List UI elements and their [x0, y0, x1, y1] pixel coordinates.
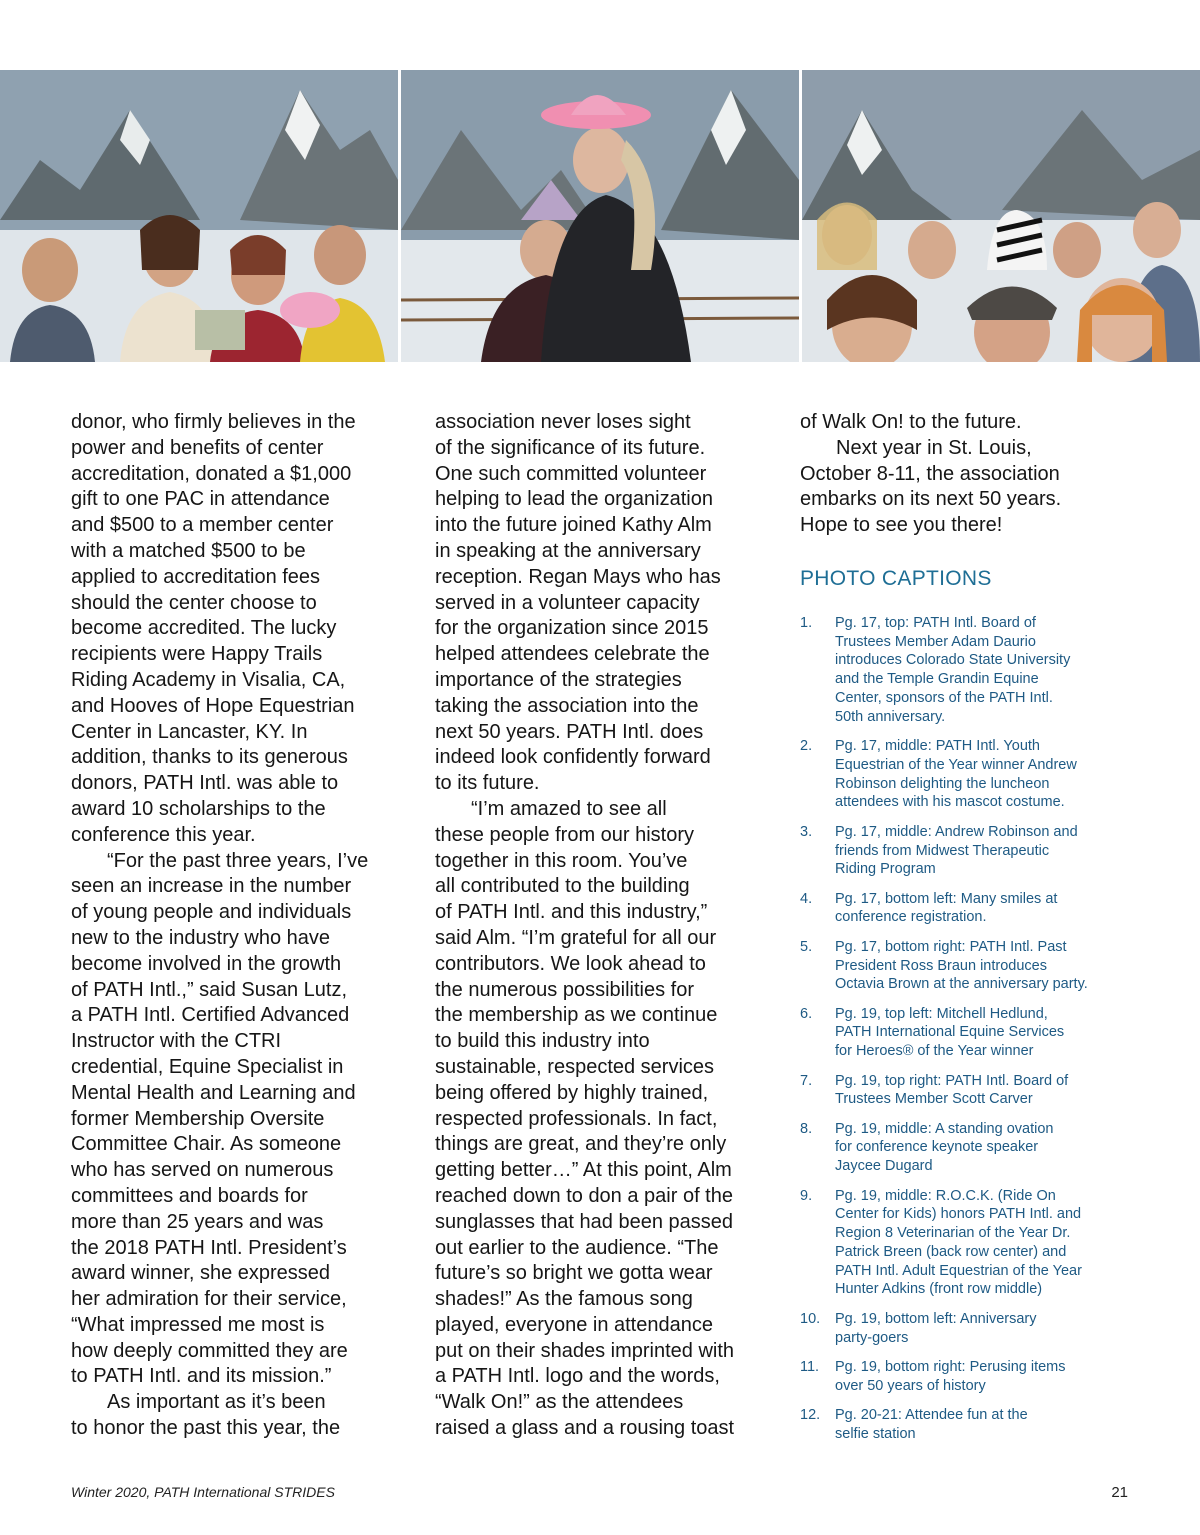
caption-item	[800, 1406, 1130, 1444]
caption-item	[800, 737, 1130, 812]
caption-number: 2.	[800, 738, 813, 755]
footer-publication: Winter 2020, PATH International STRIDES	[71, 1484, 335, 1500]
caption-number: 10.	[800, 1310, 821, 1327]
caption-text: Pg. 17, bottom right: PATH Intl. Past President Ross Braun introduces Octavia Brown at the anniversary party.	[835, 938, 1088, 993]
photo-captions-list	[800, 614, 1130, 1444]
caption-number: 6.	[800, 1005, 813, 1022]
article-column-1	[71, 410, 403, 1442]
caption-text: Pg. 17, middle: PATH Intl. Youth Equestrian of the Year winner Andrew Robinson delighting the luncheon attendees with his mascot costume.	[835, 738, 1077, 811]
caption-number: 12.	[800, 1406, 821, 1423]
caption-item	[800, 614, 1130, 727]
article-column-2	[435, 410, 767, 1442]
caption-number: 3.	[800, 823, 813, 840]
column3-paragraph-1: of Walk On! to the future.	[800, 411, 1022, 433]
caption-text: Pg. 17, bottom left: Many smiles at conference registration.	[835, 890, 1058, 926]
caption-item	[800, 823, 1130, 879]
caption-number: 5.	[800, 938, 813, 955]
caption-item	[800, 1187, 1130, 1300]
caption-item	[800, 1358, 1130, 1396]
page-number: 21	[1111, 1484, 1128, 1501]
photo-captions-heading: PHOTO CAPTIONS	[800, 566, 992, 590]
photo-group-with-zebra-mask	[802, 70, 1200, 362]
caption-number: 7.	[800, 1072, 813, 1089]
caption-number: 11.	[800, 1358, 820, 1375]
caption-number: 8.	[800, 1120, 813, 1137]
caption-item	[800, 1120, 1130, 1176]
column2-paragraph-2: “I’m amazed to see all these people from our history together in this room. You’ve all contributed to the building of PATH Intl. and this industry,” said Alm. “I’m grateful for all our contributors. We look ahead to the numerous possibilities for the membership as we continue to build this industry into sustainable, respected services being offered by highly trained, respected professionals. In fact, things are great, and they’re only getting better…” At this point, Alm reached down to don a pair of the sunglasses that had been passed out earlier to the audience. “The future’s so bright we gotta wear shades!” As the famous song played, everyone in attendance put on their shades imprinted with a PATH Intl. logo and the words, “Walk On!” as the attendees raised a glass and a rousing toast	[435, 797, 735, 1440]
caption-item	[800, 1310, 1130, 1348]
photo-four-women-selfie-station	[0, 70, 398, 362]
caption-text: Pg. 19, top left: Mitchell Hedlund, PATH International Equine Services for Heroes® of the Year winner	[835, 1005, 1065, 1060]
caption-item	[800, 938, 1130, 994]
photo-strip	[0, 70, 1200, 362]
caption-number: 4.	[800, 890, 813, 907]
column1-paragraph-1: donor, who firmly believes in the power and benefits of center accreditation, donated a $1,000 gift to one PAC in attendance and $500 to a member center with a matched $500 to be applied to accreditation fees should the center choose to become accredited. The lucky recipients were Happy Trails Riding Academy in Visalia, CA, and Hooves of Hope Equestrian Center in Lancaster, KY. In addition, thanks to its generous donors, PATH Intl. was able to award 10 scholarships to the conference this year.	[71, 411, 356, 846]
column1-paragraph-2: “For the past three years, I’ve seen an increase in the number of young people and individuals new to the industry who have become involved in the growth of PATH Intl.,” said Susan Lutz, a PATH Intl. Certified Advanced Instructor with the CTRI credential, Equine Specialist in Mental Health and Learning and former Membership Oversite Committee Chair. As someone who has served on numerous committees and boards for more than 25 years and was the 2018 PATH Intl. President’s award winner, she expressed her admiration for their service, “What impressed me most is how deeply committed they are to PATH Intl. and its mission.”	[71, 849, 369, 1388]
caption-text: Pg. 19, bottom right: Perusing items over 50 years of history	[835, 1358, 1066, 1394]
caption-item	[800, 890, 1130, 928]
column2-paragraph-1: association never loses sight of the significance of its future. One such committed volunteer helping to lead the organization into the future joined Kathy Alm in speaking at the anniversary reception. Regan Mays who has served in a volunteer capacity for the organization since 2015 helped attendees celebrate the importance of the strategies taking the association into the next 50 years. PATH Intl. does indeed look confidently forward to its future.	[435, 411, 721, 795]
caption-number: 1.	[800, 614, 813, 631]
caption-text: Pg. 19, top right: PATH Intl. Board of Trustees Member Scott Carver	[835, 1072, 1069, 1108]
caption-text: Pg. 17, top: PATH Intl. Board of Trustees Member Adam Daurio introduces Colorado State University and the Temple Grandin Equine Center, sponsors of the PATH Intl. 50th anniversary.	[835, 614, 1071, 725]
caption-number: 9.	[800, 1187, 813, 1204]
caption-text: Pg. 20-21: Attendee fun at the selfie station	[835, 1406, 1028, 1442]
column1-paragraph-3: As important as it’s been to honor the past this year, the	[71, 1391, 341, 1440]
caption-text: Pg. 19, middle: A standing ovation for conference keynote speaker Jaycee Dugard	[835, 1120, 1054, 1175]
article-column-3	[800, 410, 1130, 1454]
caption-item	[800, 1005, 1130, 1061]
column3-paragraph-2: Next year in St. Louis, October 8-11, the association embarks on its next 50 years. Hope to see you there!	[800, 436, 1062, 537]
caption-text: Pg. 19, middle: R.O.C.K. (Ride On Center for Kids) honors PATH Intl. and Region 8 Veterinarian of the Year Dr. Patrick Breen (back row center) and PATH Intl. Adult Equestrian of the Year Hunter Adkins (front row middle)	[835, 1187, 1082, 1298]
caption-text: Pg. 19, bottom left: Anniversary party-goers	[835, 1310, 1037, 1346]
photo-two-women-hugging-hats	[401, 70, 799, 362]
caption-text: Pg. 17, middle: Andrew Robinson and friends from Midwest Therapeutic Riding Program	[835, 823, 1078, 878]
caption-item	[800, 1072, 1130, 1110]
